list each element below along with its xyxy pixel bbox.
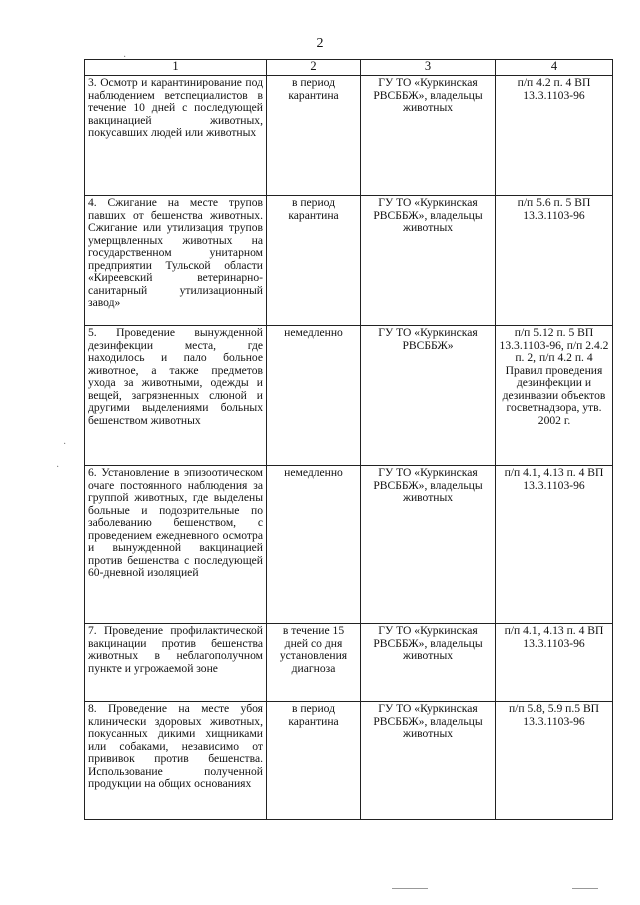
term-cell: в течение 15 дней со дня установления диагноза — [267, 624, 361, 702]
page-number: 2 — [316, 36, 324, 51]
basis-cell: п/п 4.2 п. 4 ВП 13.3.1103-96 — [496, 76, 613, 196]
table-row — [85, 624, 613, 702]
scan-artifact — [392, 888, 428, 889]
column-number: 4 — [496, 60, 613, 76]
column-number: 2 — [267, 60, 361, 76]
term-cell: в период карантина — [267, 702, 361, 820]
scan-mark: · — [123, 52, 127, 63]
term-cell: немедленно — [267, 326, 361, 466]
column-number: 1 — [85, 60, 267, 76]
term-cell: немедленно — [267, 466, 361, 624]
measure-cell: 4. Сжигание на месте трупов павших от бешенства животных. Сжигание или утилизация трупов умерщвленных животных на государственном унитарном предприятии Тульской области «Киреевский ветеринарно-санитарный утилизационный завод» — [85, 196, 267, 326]
executor-cell: ГУ ТО «Куркинская РВСББЖ», владельцы животных — [361, 76, 496, 196]
basis-cell: п/п 5.8, 5.9 п.5 ВП 13.3.1103-96 — [496, 702, 613, 820]
basis-cell: п/п 4.1, 4.13 п. 4 ВП 13.3.1103-96 — [496, 624, 613, 702]
executor-cell: ГУ ТО «Куркинская РВСББЖ», владельцы животных — [361, 702, 496, 820]
executor-cell: ГУ ТО «Куркинская РВСББЖ» — [361, 326, 496, 466]
measure-cell: 5. Проведение вынужденной дезинфекции места, где находилось и пало больное животное, а также предметов ухода за животными, одежды и вещей, загрязненных слюной и другими выделениями больных бешенством животных — [85, 326, 267, 466]
term-cell: в период карантина — [267, 196, 361, 326]
table-row — [85, 326, 613, 466]
measure-cell: 3. Осмотр и карантинирование под наблюдением ветспециалистов в течение 10 дней с последующей вакцинацией животных, покусавших людей или животных — [85, 76, 267, 196]
column-number: 3 — [361, 60, 496, 76]
basis-cell: п/п 5.6 п. 5 ВП 13.3.1103-96 — [496, 196, 613, 326]
scan-mark: · — [56, 462, 60, 473]
table-row — [85, 196, 613, 326]
column-number-row — [85, 60, 613, 76]
scan-mark: · — [63, 439, 67, 450]
measures-table — [84, 59, 613, 820]
basis-cell: п/п 4.1, 4.13 п. 4 ВП 13.3.1103-96 — [496, 466, 613, 624]
basis-cell: п/п 5.12 п. 5 ВП 13.3.1103-96, п/п 2.4.2 п. 2, п/п 4.2 п. 4 Правил проведения дезинфекции и дезинвазии объектов госветнадзора, утв. 2002 г. — [496, 326, 613, 466]
term-cell: в период карантина — [267, 76, 361, 196]
executor-cell: ГУ ТО «Куркинская РВСББЖ», владельцы животных — [361, 466, 496, 624]
scan-artifact — [572, 888, 598, 889]
table-row — [85, 702, 613, 820]
measure-cell: 7. Проведение профилактической вакцинации против бешенства животных в неблагополучном пункте и угрожаемой зоне — [85, 624, 267, 702]
executor-cell: ГУ ТО «Куркинская РВСББЖ», владельцы животных — [361, 196, 496, 326]
executor-cell: ГУ ТО «Куркинская РВСББЖ», владельцы животных — [361, 624, 496, 702]
table-row — [85, 76, 613, 196]
measure-cell: 6. Установление в эпизоотическом очаге постоянного наблюдения за группой животных, где выделены больные и подозрительные по заболеванию бешенством, с проведением ежедневного осмотра и вынужденной вакцинацией против бешенства с последующей 60-дневной изоляцией — [85, 466, 267, 624]
table-row — [85, 466, 613, 624]
measure-cell: 8. Проведение на месте убоя клинически здоровых животных, покусанных дикими хищниками или собаками, независимо от прививок против бешенства. Использование полученной продукции на общих основаниях — [85, 702, 267, 820]
